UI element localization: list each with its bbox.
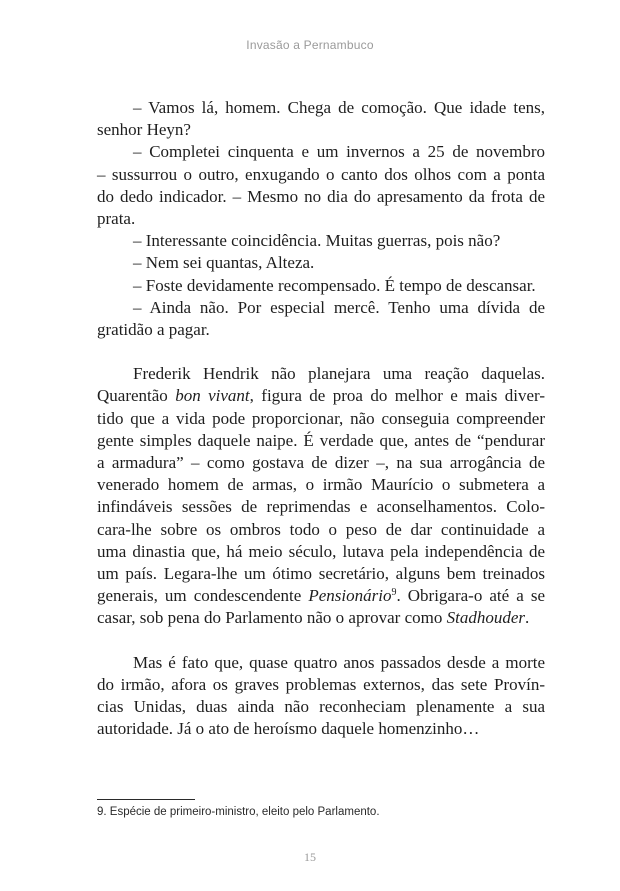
text-line: gratidão a pagar. xyxy=(97,319,210,339)
text-line: – Vamos lá, homem. Chega de comoção. Que idade tens, xyxy=(133,98,545,117)
text-line: infindáveis sessões de reprimendas e aconselhamentos. Colo- xyxy=(97,497,545,517)
text-segment: . Obrigara-o até a se xyxy=(396,586,545,606)
text-line: a armadura” – como gostava de dizer –, na sua arrogância de xyxy=(97,453,545,472)
narrative-paragraph xyxy=(97,652,545,741)
text-line: gente simples daquele naipe. É verdade que, antes de “pendurar xyxy=(97,430,545,450)
narrative-paragraph xyxy=(97,363,545,629)
page-number: 15 xyxy=(304,850,316,864)
text-line: cara-lhe sobre os ombros todo o peso de dar continuidade a xyxy=(97,519,545,539)
footnote: 9. Espécie de primeiro-ministro, eleito pelo Parlamento. xyxy=(97,806,380,818)
text-line: venerado homem de armas, o irmão Maurício o submetera a xyxy=(97,475,545,495)
running-title: Invasão a Pernambuco xyxy=(246,38,374,52)
dialogue-paragraph xyxy=(97,97,545,141)
text-line: – Foste devidamente recompensado. É tempo de descansar. xyxy=(133,275,536,295)
dialogue-paragraph xyxy=(97,141,545,230)
text-segment: . xyxy=(524,608,530,628)
text-line xyxy=(97,585,545,607)
text-segment: Quarentão xyxy=(97,386,176,406)
text-line: uma dinastia que, há meio século, lutava pela independência de xyxy=(97,541,545,561)
text-line: Mas é fato que, quase quatro anos passados desde a morte xyxy=(133,652,545,672)
text-line: – sussurrou o outro, enxugando o canto dos olhos com a ponta xyxy=(97,164,545,184)
text-segment: casar, sob pena do Parlamento não o aprovar como xyxy=(97,608,447,628)
footnote-reference: 9 xyxy=(391,587,397,599)
text-line: – Completei cinquenta e um invernos a 25 de novembro xyxy=(133,142,545,162)
dialogue-paragraph xyxy=(97,275,545,297)
text-line: senhor Heyn? xyxy=(97,120,191,140)
text-segment: , figura de proa do melhor e mais diver- xyxy=(249,386,545,406)
text-line: – Ainda não. Por especial mercê. Tenho uma dívida de xyxy=(133,297,545,317)
footnote-separator xyxy=(97,799,195,800)
text-line: cias Unidas, duas ainda não reconheciam plenamente a sua xyxy=(97,697,545,717)
text-line xyxy=(97,385,545,407)
italic-term: Stadhouder xyxy=(446,608,525,628)
italic-term: Pensionário xyxy=(308,586,392,606)
text-line: do irmão, afora os graves problemas externos, das sete Provín- xyxy=(97,674,545,694)
body-text xyxy=(97,97,545,740)
dialogue-paragraph xyxy=(97,230,545,252)
text-line: um país. Legara-lhe um ótimo secretário, alguns bem treinados xyxy=(97,563,545,583)
italic-term: bon vivant xyxy=(175,386,250,406)
text-line: – Nem sei quantas, Alteza. xyxy=(133,253,315,273)
text-segment: generais, um condescendente xyxy=(97,586,309,606)
text-line: prata. xyxy=(97,208,136,228)
text-line xyxy=(97,607,545,629)
text-line: Frederik Hendrik não planejara uma reação daquelas. xyxy=(133,364,545,384)
dialogue-paragraph xyxy=(97,252,545,274)
text-line: do dedo indicador. – Mesmo no dia do apresamento da frota de xyxy=(97,186,545,206)
text-line: tido que a vida pode proporcionar, não conseguia compreender xyxy=(97,408,545,428)
dialogue-paragraph xyxy=(97,297,545,341)
text-line: – Interessante coincidência. Muitas guerras, pois não? xyxy=(133,231,501,251)
text-line: autoridade. Já o ato de heroísmo daquele homenzinho… xyxy=(97,719,480,739)
